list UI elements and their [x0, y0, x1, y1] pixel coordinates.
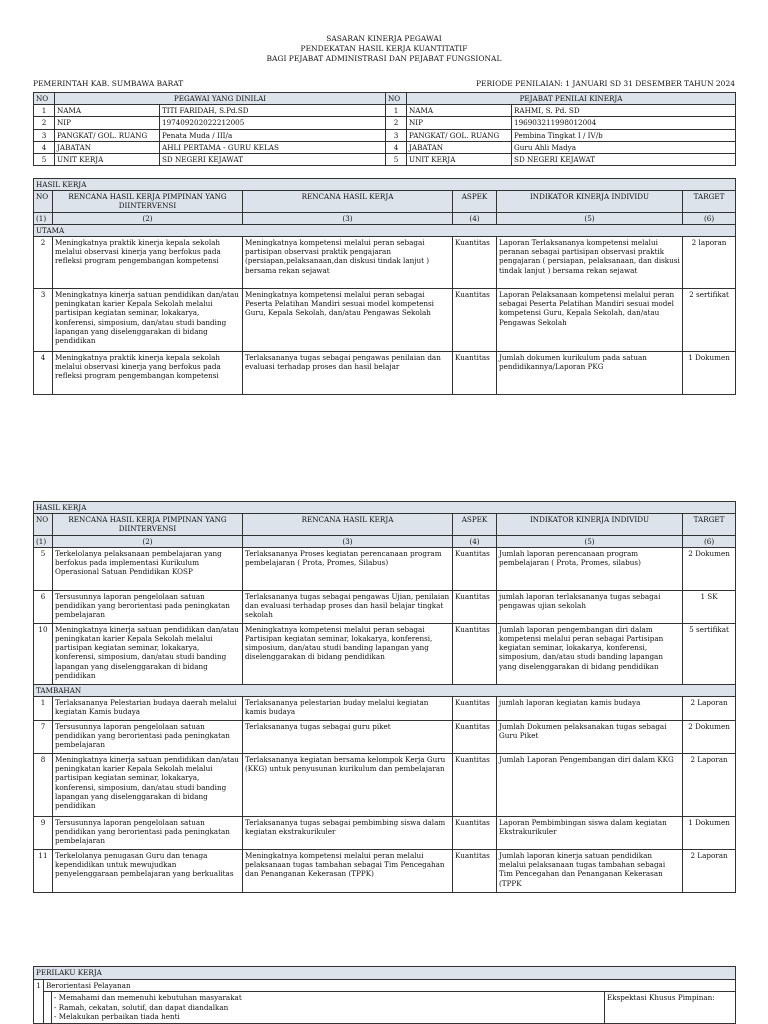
ekspektasi-khusus: Ekspektasi Khusus Pimpinan: — [605, 992, 736, 1024]
aspek-cell: Kuantitas — [453, 352, 497, 395]
dinilai-value: 197409202022212005 — [160, 117, 386, 129]
perilaku-name: Berorientasi Pelayanan — [44, 979, 736, 992]
row-no: 8 — [34, 754, 53, 817]
table-row — [34, 850, 736, 893]
target-cell: 2 Dokumen — [683, 721, 736, 754]
rencana-cell: Terlaksananya tugas sebagai pengawas penilaian dan evaluasi terhadap proses dan hasil belajar — [243, 352, 453, 395]
column-number-row — [34, 212, 736, 224]
col-num: (1) — [34, 535, 53, 547]
indikator-cell: jumlah laporan terlaksananya tugas sebagai pengawas ujian sekolah — [497, 590, 683, 623]
target-cell: 2 laporan — [683, 237, 736, 289]
aspek-cell: Kuantitas — [453, 754, 497, 817]
document-header — [0, 34, 768, 64]
col-rencana: RENCANA HASIL KERJA — [243, 191, 453, 212]
pejabat-penilai-header: PEJABAT PENILAI KINERJA — [407, 93, 736, 105]
aspek-cell: Kuantitas — [453, 850, 497, 893]
pimpinan-cell: Meningkatnya kinerja satuan pendidikan dan/atau peningkatan karier Kepala Sekolah melalui partisipan kegiatan seminar, lokakarya, konferensi, simposium, dan/atau studi banding lapangan yang diselenggarakan di bidang pendidikan — [53, 754, 243, 817]
col-num: (4) — [453, 535, 497, 547]
col-num: (3) — [243, 535, 453, 547]
target-cell: 1 SK — [683, 590, 736, 623]
col-target: TARGET — [683, 191, 736, 212]
target-cell: 1 Dokumen — [683, 352, 736, 395]
row-label: JABATAN — [55, 141, 160, 153]
col-pimpinan: RENCANA HASIL KERJA PIMPINAN YANG DIINTERVENSI — [53, 191, 243, 212]
indikator-cell: Jumlah laporan kinerja satuan pendidikan melalui pelaksanaan tugas tambahan sebagai Tim Pencegahan dan Penanganan Kekerasan (TPPK — [497, 850, 683, 893]
aspek-cell: Kuantitas — [453, 623, 497, 684]
aspek-cell: Kuantitas — [453, 817, 497, 850]
list-item: - Ramah, cekatan, solutif, dan dapat diandalkan — [54, 1002, 229, 1012]
table-row — [34, 547, 736, 590]
indikator-cell: Laporan Terlaksananya kompetensi melalui peranan sebagai partisipan observasi praktik pengajaran ( persiapan, pelaksanaan, dan diskusi tindak lanjut ) bersama rekan sejawat — [497, 237, 683, 289]
col-num: (5) — [497, 535, 683, 547]
indikator-cell: Jumlah Dokumen pelaksanakan tugas sebagai Guru Piket — [497, 721, 683, 754]
row-no: 1 — [34, 105, 55, 117]
row-label: JABATAN — [407, 141, 512, 153]
perilaku-detail-row — [34, 992, 736, 1024]
list-item: - Memahami dan memenuhi kebutuhan masyarakat — [54, 993, 242, 1002]
row-label: NAMA — [407, 105, 512, 117]
table-row — [34, 817, 736, 850]
rencana-cell: Terlaksananya tugas sebagai pengawas Ujian, penilaian dan evaluasi terhadap proses dan hasil belajar tingkat sekolah — [243, 590, 453, 623]
perilaku-items — [52, 992, 605, 1024]
hasil-kerja-title: HASIL KERJA — [34, 179, 736, 191]
rencana-cell: Meningkatnya kompetensi melalui peran melalui pelaksanaan tugas tambahan sebagai Tim Pencegahan dan Penanganan Kekerasan (TPPK) — [243, 850, 453, 893]
row-no: 2 — [34, 117, 55, 129]
row-no: 6 — [34, 590, 53, 623]
aspek-cell: Kuantitas — [453, 289, 497, 352]
row-no: 3 — [34, 289, 53, 352]
table-row — [34, 352, 736, 395]
row-label: PANGKAT/ GOL. RUANG — [407, 129, 512, 141]
row-label: PANGKAT/ GOL. RUANG — [55, 129, 160, 141]
col-num: (3) — [243, 212, 453, 224]
pegawai-row — [34, 154, 736, 166]
hasil-kerja-table-2 — [33, 501, 736, 893]
rencana-cell: Terlaksananya tugas sebagai guru piket — [243, 721, 453, 754]
penilai-value: Guru Ahli Madya — [512, 141, 736, 153]
rencana-cell: Meningkatnya kompetensi melalui peran sebagai Partisipan kegiatan seminar, lokakarya, konferensi, simposium, dan/atau studi banding lapangan yang diselenggarakan di bidang pendidikan — [243, 623, 453, 684]
row-no: 11 — [34, 850, 53, 893]
aspek-cell: Kuantitas — [453, 547, 497, 590]
dinilai-value: AHLI PERTAMA - GURU KELAS — [160, 141, 386, 153]
col-pimpinan: RENCANA HASIL KERJA PIMPINAN YANG DIINTERVENSI — [53, 514, 243, 535]
perilaku-item-row — [34, 979, 736, 992]
col-aspek: ASPEK — [453, 191, 497, 212]
row-no: 7 — [34, 721, 53, 754]
row-label: UNIT KERJA — [55, 154, 160, 166]
row-label: UNIT KERJA — [407, 154, 512, 166]
aspek-cell: Kuantitas — [453, 721, 497, 754]
table-row — [34, 754, 736, 817]
row-no: 4 — [34, 141, 55, 153]
rencana-cell: Terlaksananya pelestarian buday melalui kegiatan kamis budaya — [243, 697, 453, 721]
pimpinan-cell: Tersusunnya laporan pengelolaan satuan pendidikan yang berorientasi pada peningkatan pembelajaran — [53, 721, 243, 754]
indikator-cell: Jumlah dokumen kurikulum pada satuan pendidikannya/Laporan PKG — [497, 352, 683, 395]
penilai-value: RAHMI, S. Pd. SD — [512, 105, 736, 117]
no-header: NO — [386, 93, 407, 105]
col-num: (2) — [53, 535, 243, 547]
table-row — [34, 590, 736, 623]
table-row — [34, 623, 736, 684]
pimpinan-cell: Meningkatnya kinerja satuan pendidikan dan/atau peningkatan karier Kepala Sekolah melalui partisipan kegiatan seminar, lokakarya, konferensi, simposium, dan/atau studi banding lapangan yang diselenggarakan di bidang pendidikan — [53, 623, 243, 684]
dinilai-value: SD NEGERI KEJAWAT — [160, 154, 386, 166]
penilai-value: 196903211998012004 — [512, 117, 736, 129]
org-name: PEMERINTAH KAB. SUMBAWA BARAT — [33, 79, 184, 88]
pegawai-row — [34, 117, 736, 129]
aspek-cell: Kuantitas — [453, 697, 497, 721]
col-no: NO — [34, 191, 53, 212]
indikator-cell: Laporan Pelaksanaan kompetensi melalui peran sebagai Peserta Pelatihan Mandiri sesuai model kompetensi Guru, Kepala Sekolah, dan/atau Pengawas Sekolah — [497, 289, 683, 352]
no-header: NO — [34, 93, 55, 105]
rencana-cell: Terlaksananya kegiatan bersama kelompok Kerja Guru (KKG) untuk penyusunan kurikulum dan pembelajaran — [243, 754, 453, 817]
indikator-cell: Jumlah laporan pengembangan diri dalam kompetensi melalui peran sebagai Partisipan kegiatan seminar, lokakarya, konferensi, simposium, dan/atau studi banding lapangan yang diselenggarakan di bidang pendidikan — [497, 623, 683, 684]
indikator-cell: Laporan Pembimbingan siswa dalam kegiatan Ekstrakurikuler — [497, 817, 683, 850]
pegawai-dinilai-header: PEGAWAI YANG DINILAI — [55, 93, 386, 105]
utama-section-label: UTAMA — [34, 224, 736, 236]
header-line-2: PENDEKATAN HASIL KERJA KUANTITATIF — [300, 44, 468, 53]
target-cell: 2 Laporan — [683, 754, 736, 817]
table-row — [34, 697, 736, 721]
rencana-cell: Meningkatnya kompetensi melalui peran sebagai Peserta Pelatihan Mandiri sesuai model kompetensi Guru, Kepala Sekolah, dan/atau Pengawas Sekolah — [243, 289, 453, 352]
row-no: 2 — [34, 237, 53, 289]
pimpinan-cell: Meningkatnya praktik kinerja kepala sekolah melalui observasi kinerja yang berfokus pada refleksi program pengembangan kompetensi — [53, 237, 243, 289]
column-number-row — [34, 535, 736, 547]
col-num: (4) — [453, 212, 497, 224]
row-no: 2 — [386, 117, 407, 129]
row-no: 5 — [386, 154, 407, 166]
row-label: NIP — [407, 117, 512, 129]
indikator-cell: Jumlah Laporan Pengembangan diri dalam KKG — [497, 754, 683, 817]
dinilai-value: TITI FARIDAH, S.Pd.SD — [160, 105, 386, 117]
table-row — [34, 289, 736, 352]
aspek-cell: Kuantitas — [453, 237, 497, 289]
pimpinan-cell: Tersusunnya laporan pengelolaan satuan pendidikan yang berorientasi pada peningkatan pembelajaran — [53, 590, 243, 623]
indikator-cell: Jumlah laporan perencanaan program pembelajaran ( Prota, Promes, silabus) — [497, 547, 683, 590]
pegawai-row — [34, 129, 736, 141]
perilaku-no: 1 — [34, 979, 44, 1023]
row-no: 1 — [386, 105, 407, 117]
aspek-cell: Kuantitas — [453, 590, 497, 623]
column-header-row — [34, 191, 736, 212]
row-no: 5 — [34, 154, 55, 166]
header-line-3: BAGI PEJABAT ADMINISTRASI DAN PEJABAT FUNGSIONAL — [266, 54, 502, 63]
col-no: NO — [34, 514, 53, 535]
row-label: NIP — [55, 117, 160, 129]
column-header-row — [34, 514, 736, 535]
rencana-cell: Terlaksananya Proses kegiatan perencanaan program pembelajaran ( Prota, Promes, Silabus) — [243, 547, 453, 590]
col-indikator: INDIKATOR KINERJA INDIVIDU — [497, 514, 683, 535]
row-label: NAMA — [55, 105, 160, 117]
pimpinan-cell: Meningkatnya kinerja satuan pendidikan dan/atau peningkatan karier Kepala Sekolah melalui partisipan kegiatan seminar, lokakarya, konferensi, simposium, dan/atau studi banding lapangan yang diselenggarakan di bidang pendidikan — [53, 289, 243, 352]
header-line-1: SASARAN KINERJA PEGAWAI — [326, 34, 442, 43]
pimpinan-cell: Terlaksananya Pelestarian budaya daerah melalui kegiatan Kamis budaya — [53, 697, 243, 721]
tambahan-section-label: TAMBAHAN — [34, 684, 736, 696]
target-cell: 2 sertifikat — [683, 289, 736, 352]
rencana-cell: Meningkatnya kompetensi melalui peran sebagai partisipan observasi praktik pengajaran (persiapan,pelaksanaan,dan diskusi tindak lanjut ) bersama rekan sejawat — [243, 237, 453, 289]
pimpinan-cell: Terkelolanya penugasan Guru dan tenaga kependidikan untuk mewujudkan penyelenggaraan pembelajaran yang berkualitas — [53, 850, 243, 893]
indikator-cell: jumlah laporan kegiatan kamis budaya — [497, 697, 683, 721]
row-no: 9 — [34, 817, 53, 850]
target-cell: 1 Dokumen — [683, 817, 736, 850]
table-row — [34, 721, 736, 754]
col-num: (1) — [34, 212, 53, 224]
pegawai-header-row — [34, 93, 736, 105]
dinilai-value: Penata Muda / III/a — [160, 129, 386, 141]
list-item: - Melakukan perbaikan tiada henti — [54, 1012, 180, 1021]
pimpinan-cell: Tersusunnya laporan pengelolaan satuan pendidikan yang berorientasi pada peningkatan pembelajaran — [53, 817, 243, 850]
perilaku-kerja-table — [33, 966, 736, 1024]
col-rencana: RENCANA HASIL KERJA — [243, 514, 453, 535]
row-no: 1 — [34, 697, 53, 721]
target-cell: 2 Laporan — [683, 697, 736, 721]
target-cell: 2 Laporan — [683, 850, 736, 893]
hasil-kerja-title: HASIL KERJA — [34, 502, 736, 514]
row-no: 3 — [34, 129, 55, 141]
penilai-value: Pembina Tingkat I / IV/b — [512, 129, 736, 141]
hasil-kerja-table-1 — [33, 178, 736, 395]
col-num: (6) — [683, 212, 736, 224]
rencana-cell: Terlaksananya tugas sebagai pembimbing siswa dalam kegiatan ekstrakurikuler — [243, 817, 453, 850]
target-cell: 2 Dokumen — [683, 547, 736, 590]
col-indikator: INDIKATOR KINERJA INDIVIDU — [497, 191, 683, 212]
table-row — [34, 237, 736, 289]
col-num: (6) — [683, 535, 736, 547]
pimpinan-cell: Terkelolanya pelaksanaan pembelajaran yang berfokus pada implementasi Kurikulum Operasional Satuan Pendidikan KOSP — [53, 547, 243, 590]
pegawai-table — [33, 92, 736, 166]
row-no: 10 — [34, 623, 53, 684]
row-no: 5 — [34, 547, 53, 590]
perilaku-spacer — [44, 992, 52, 1024]
col-target: TARGET — [683, 514, 736, 535]
col-num: (2) — [53, 212, 243, 224]
row-no: 4 — [34, 352, 53, 395]
perilaku-kerja-title: PERILAKU KERJA — [34, 967, 736, 980]
row-no: 3 — [386, 129, 407, 141]
pimpinan-cell: Meningkatnya praktik kinerja kepala sekolah melalui observasi kinerja yang berfokus pada refleksi program pengembangan kompetensi — [53, 352, 243, 395]
col-aspek: ASPEK — [453, 514, 497, 535]
target-cell: 5 sertifikat — [683, 623, 736, 684]
penilai-value: SD NEGERI KEJAWAT — [512, 154, 736, 166]
row-no: 4 — [386, 141, 407, 153]
periode-penilaian: PERIODE PENILAIAN: 1 JANUARI SD 31 DESEMBER TAHUN 2024 — [476, 79, 735, 88]
pegawai-row — [34, 141, 736, 153]
col-num: (5) — [497, 212, 683, 224]
pegawai-row — [34, 105, 736, 117]
